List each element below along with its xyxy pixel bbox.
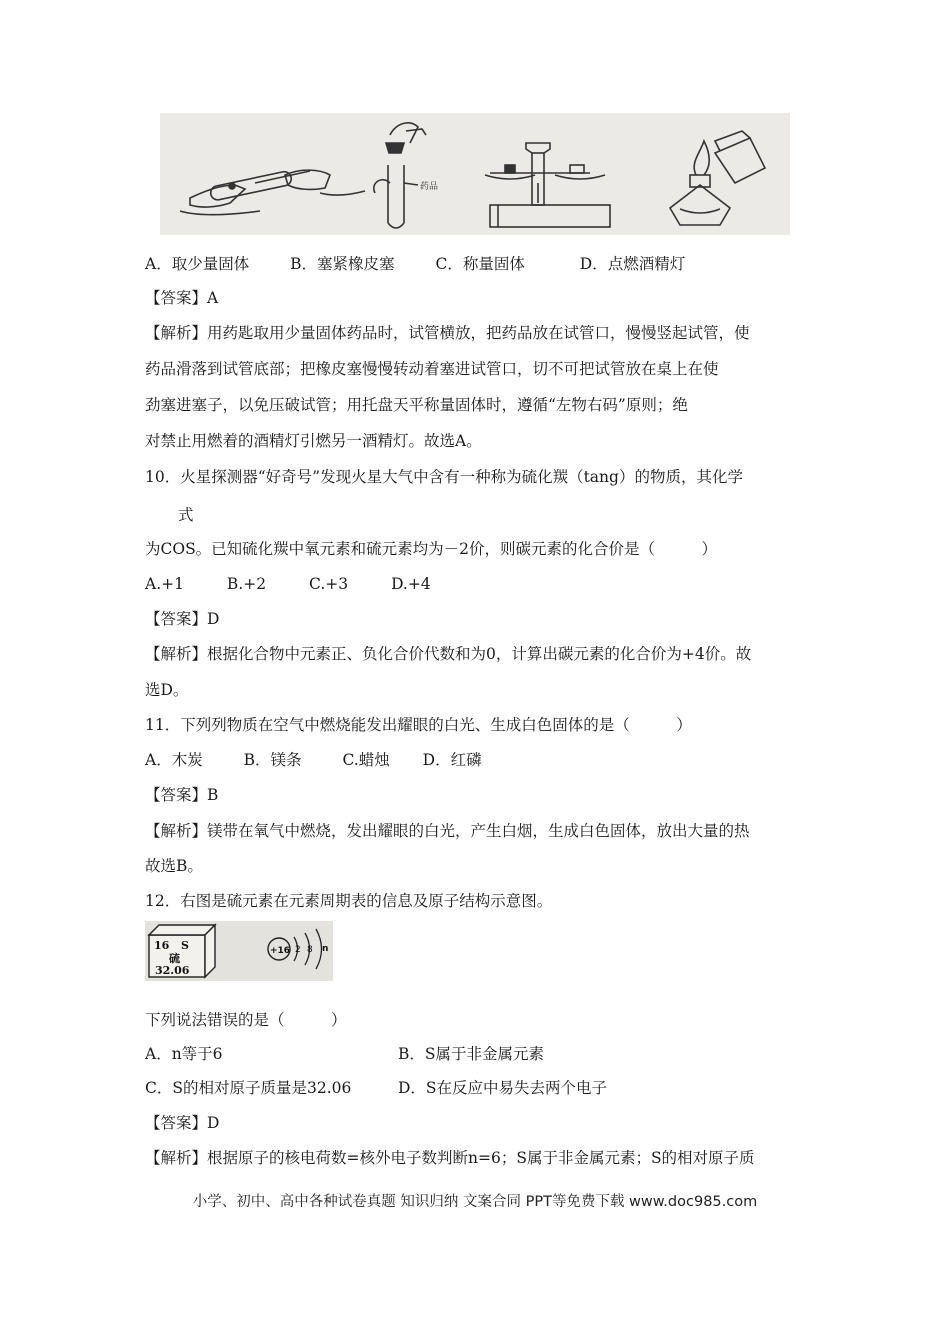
q12-option-b: B．S属于非金属元素 <box>397 1045 544 1063</box>
q10-answer: 【答案】D <box>145 610 220 628</box>
figure-d-alcohol-lamps <box>670 131 765 225</box>
figure-c-balance <box>485 143 610 227</box>
q12-option-a: A．n等于6 <box>145 1045 223 1063</box>
q11-option-a: A．木炭 <box>145 751 203 769</box>
q10-analysis-line-1: 【解析】根据化合物中元素正、负化合价代数和为0，计算出碳元素的化合价为+4价。故 <box>145 645 752 663</box>
q12-answer: 【答案】D <box>145 1114 220 1132</box>
q12-option-d: D．S在反应中易失去两个电子 <box>397 1079 607 1097</box>
q10-options <box>145 573 431 595</box>
q12-stem: 12．右图是硫元素在元素周期表的信息及原子结构示意图。 <box>145 892 553 910</box>
q10-option-d: D.+4 <box>391 575 431 593</box>
q11-option-b: B．镁条 <box>243 751 302 769</box>
q12-options-row-2 <box>145 1077 607 1099</box>
q9-answer: 【答案】A <box>145 289 219 307</box>
q12-question: 下列说法错误的是（ ） <box>145 1011 347 1029</box>
figure-b-insert-stopper <box>374 123 438 228</box>
q9-option-c: C．称量固体 <box>435 255 525 273</box>
q11-options <box>145 749 482 771</box>
q10-option-b: B.+2 <box>226 575 267 593</box>
element-number: 16 <box>154 939 170 952</box>
q9-option-a: A．取少量固体 <box>145 255 250 273</box>
q12-option-c: C．S的相对原子质量是32.06 <box>145 1079 352 1097</box>
q11-analysis-line-2: 故选B。 <box>145 857 203 875</box>
element-mass: 32.06 <box>155 964 190 977</box>
label-tube: 药品 <box>420 182 439 192</box>
q10-analysis-line-2: 选D。 <box>145 681 189 699</box>
sulfur-element-figure <box>145 921 333 981</box>
nucleus-charge: +16 <box>270 946 291 956</box>
q9-analysis-line-1: 【解析】用药匙取用少量固体药品时，试管横放，把药品放在试管口，慢慢竖起试管，使 <box>145 324 750 342</box>
q9-analysis-line-4: 对禁止用燃着的酒精灯引燃另一酒精灯。故选A。 <box>145 432 482 450</box>
lab-operations-figure <box>160 113 790 235</box>
element-symbol: S <box>181 939 189 952</box>
q10-stem-line-2: 式 <box>178 506 194 524</box>
shell-3-electrons: n <box>322 944 329 954</box>
q11-analysis-line-1: 【解析】镁带在氧气中燃烧，发出耀眼的白光，产生白烟，生成白色固体，放出大量的热 <box>145 822 750 840</box>
q9-option-b: B．塞紧橡皮塞 <box>290 255 395 273</box>
q9-options <box>145 253 685 275</box>
q9-option-d: D．点燃酒精灯 <box>579 255 686 273</box>
q12-analysis-line-1: 【解析】根据原子的核电荷数=核外电子数判断n=6；S属于非金属元素；S的相对原子质 <box>145 1149 755 1167</box>
shell-1-electrons: 2 <box>295 945 301 955</box>
q10-option-a: A.+1 <box>145 575 184 593</box>
shell-2-electrons: 8 <box>307 945 313 955</box>
atom-structure-diagram <box>268 929 328 969</box>
q11-answer: 【答案】B <box>145 786 219 804</box>
q11-stem: 11．下列列物质在空气中燃烧能发出耀眼的白光、生成白色固体的是（ ） <box>145 716 692 734</box>
q10-stem-line-1: 10．火星探测器“好奇号”发现火星大气中含有一种称为硫化羰（tang）的物质，其化学 <box>145 468 743 486</box>
q11-option-d: D．红磷 <box>422 751 482 769</box>
q12-options-row-1 <box>145 1043 544 1065</box>
page-footer: 小学、初中、高中各种试卷真题 知识归纳 文案合同 PPT等免费下载 www.doc985.com <box>192 1194 758 1210</box>
q11-option-c: C.蜡烛 <box>342 751 390 769</box>
q9-analysis-line-3: 劲塞进塞子，以免压破试管；用托盘天平称量固体时，遵循“左物右码”原则；绝 <box>145 396 688 414</box>
element-name: 硫 <box>169 952 180 965</box>
q10-option-c: C.+3 <box>309 575 349 593</box>
q9-analysis-line-2: 药品滑落到试管底部；把橡皮塞慢慢转动着塞进试管口，切不可把试管放在桌上在使 <box>145 360 719 378</box>
q10-stem-line-3: 为COS。已知硫化羰中氧元素和硫元素均为－2价，则碳元素的化合价是（ ） <box>145 540 718 558</box>
figure-a-take-solid <box>180 170 365 215</box>
